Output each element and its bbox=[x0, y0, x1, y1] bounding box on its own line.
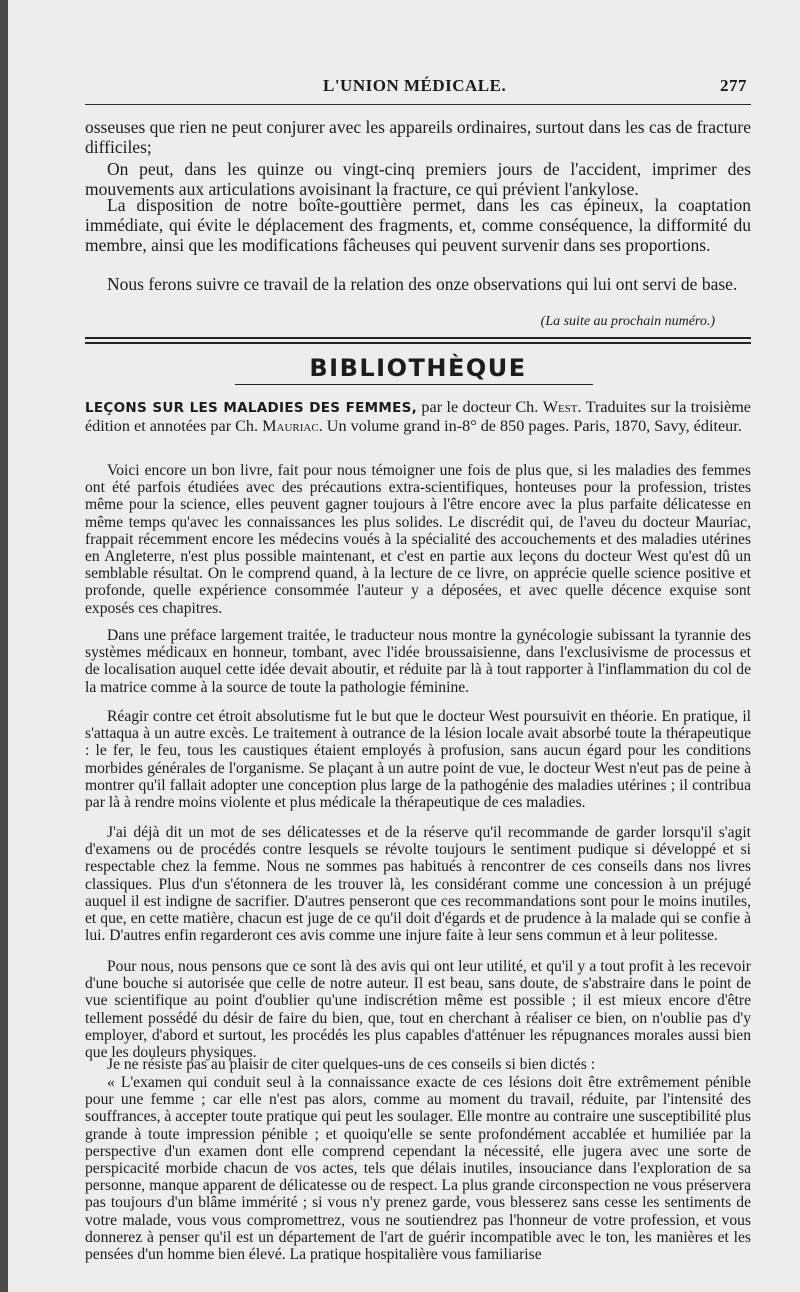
review-paragraph: J'ai déjà dit un mot de ses délicatesses et de la réserve qu'il recommande de garder lorsqu'il s'agit d'examens ou de procédés contre lesquels se révolte toujours le sentiment pudique si développé et si respectable chez la femme. Nous ne sommes pas habitués à rencontrer de ces conseils dans nos livres classiques. Plus d'un s'étonnera de les trouver là, les considérant comme une concession à un préjugé auquel il est indigne de sacrifier. D'autres penseront que ces recommandations sont pour le moins inutiles, et que, en cette matière, chacun est juge de ce qu'il doit d'égards et de prudence à la malade qui se confie à lui. D'autres enfin regarderont ces avis comme une injure faite à leur sens commun et à leur politesse. bbox=[85, 824, 751, 945]
journal-title: L'UNION MÉDICALE. bbox=[323, 76, 507, 95]
page-number: 277 bbox=[720, 76, 747, 95]
title-rule bbox=[235, 384, 593, 385]
header-rule bbox=[85, 104, 751, 105]
quoted-passage: « L'examen qui conduit seul à la connaissance exacte de ces lésions doit être extrêmement pénible pour une femme ; car elle n'est pas alors, comme au moment du travail, réduite, par l'intensité des souffrances, à accepter toute pratique qui peut les soulager. Elle montre au contraire une susceptibilité plus grande à toute impression pénible ; et quoiqu'elle se sente profondément accablée et humiliée par la perspective d'un examen dont elle comprend cependant la nécessité, elle jugera avec une sorte de perspicacité morbide chacun de vos actes, tels que délais inutiles, insouciance dans l'exploration de sa personne, manque apparent de délicatesse ou de respect. La plus grande circonspection ne vous préservera pas toujours d'un blâme immérité ; si vous n'y prenez garde, vous blesserez sans cesse les sentiments de votre malade, vous vous compromettrez, vous ne soutiendrez pas l'honneur de votre profession, et vous donnerez à penser qu'il est un département de l'art de guérir incompatible avec le ton, les manières et les pensées d'un homme bien élevé. La pratique hospitalière vous familiarise bbox=[85, 1074, 751, 1264]
running-head bbox=[85, 76, 751, 100]
review-paragraph: Je ne résiste pas au plaisir de citer quelques-uns de ces conseils si bien dictés : bbox=[107, 1056, 596, 1073]
book-citation-text: . Un volume grand in-8° de 850 pages. Paris, 1870, Savy, éditeur. bbox=[318, 417, 742, 435]
review-paragraph: Voici encore un bon livre, fait pour nous témoigner une fois de plus que, si les maladies des femmes ont été parfois étudiées avec des précautions extra-scientifiques, honteuses pour la profession, tristes même pour la science, elles peuvent gagner toujours à l'être encore avec la plus parfaite délicatesse en même temps qu'avec les connaissances les plus solides. Le discrédit qui, de l'aveu du docteur Mauriac, frappait récemment encore les médecins voués à la spécialité des accouchements et des maladies utérines en Angleterre, n'est plus possible maintenant, et c'est en partie aux leçons du docteur West qu'est dû un semblable résultat. On le comprend quand, à la lecture de ce livre, on apprécie quelle science positive et profonde, quelle expérience consommée l'auteur y a déposées, et avec quelle décence exquise sont exposés ces chapitres. bbox=[85, 462, 751, 617]
section-title: BIBLIOTHÈQUE bbox=[309, 354, 527, 382]
continued-note: (La suite au prochain numéro.) bbox=[540, 314, 715, 329]
previous-article-paragraph: On peut, dans les quinze ou vingt-cinq premiers jours de l'accident, imprimer des mouvements aux articulations avoisinant la fracture, ce qui prévient l'ankylose. bbox=[85, 159, 751, 199]
section-divider bbox=[85, 342, 751, 344]
book-page bbox=[8, 0, 800, 1292]
book-translator: Mauriac bbox=[262, 417, 319, 435]
book-title: LEÇONS SUR LES MALADIES DES FEMMES, bbox=[85, 400, 418, 416]
book-author: West bbox=[542, 398, 578, 416]
previous-article-paragraph: Nous ferons suivre ce travail de la relation des onze observations qui lui ont servi de base. bbox=[107, 274, 738, 294]
section-divider bbox=[85, 337, 751, 339]
review-paragraph: Pour nous, nous pensons que ce sont là des avis qui ont leur utilité, et qu'il y a tout profit à les recevoir d'une bouche si autorisée que celle de notre auteur. Il est beau, sans doute, de s'abstraire dans le point de vue scientifique au point d'oublier qu'une indiscrétion même est possible ; il est mieux encore d'être tellement possédé du désir de faire du bien, que, tout en cherchant à réaliser ce bien, on n'oublie pas d'y employer, d'abord et surtout, les procédés les plus capables d'atténuer les répugnances morales aussi bien que les douleurs physiques. bbox=[85, 958, 751, 1062]
review-paragraph: Réagir contre cet étroit absolutisme fut le but que le docteur West poursuivit en théorie. En pratique, il s'attaqua à un autre excès. Le traitement à outrance de la lésion locale avait absorbé toute la thérapeutique : le fer, le feu, tous les caustiques étaient employés à profusion, sans aucun égard pour les conditions morbides générales de l'organisme. Se plaçant à un autre point de vue, le docteur West n'eut pas de peine à montrer qu'il fallait adopter une conception plus large de la pathogénie des maladies utérines ; il contribua par là à rendre moins violente et plus médicale la thérapeutique de ces maladies. bbox=[85, 708, 751, 812]
book-citation bbox=[85, 398, 751, 435]
previous-article-paragraph: La disposition de notre boîte-gouttière permet, dans les cas épineux, la coaptation immédiate, qui évite le déplacement des fragments, et, comme conséquence, la difformité du membre, ainsi que les modifications fâcheuses qui peuvent survenir dans ses proportions. bbox=[85, 195, 751, 255]
book-citation-text: par le docteur Ch. bbox=[417, 398, 543, 416]
review-paragraph: Dans une préface largement traitée, le traducteur nous montre la gynécologie subissant la tyrannie des systèmes médicaux en honneur, tombant, avec l'idée broussaisienne, dans l'exclusivisme de processus et de localisation auquel cette idée devait aboutir, et réduite par là à tout rapporter à l'inflammation du col de la matrice comme à la source de toute la pathologie féminine. bbox=[85, 627, 751, 696]
book-citation-text: . Traduites sur la troisième édition et annotées par Ch. bbox=[85, 398, 751, 435]
previous-article-paragraph: osseuses que rien ne peut conjurer avec les appareils ordinaires, surtout dans les cas de fracture difficiles; bbox=[85, 117, 751, 157]
